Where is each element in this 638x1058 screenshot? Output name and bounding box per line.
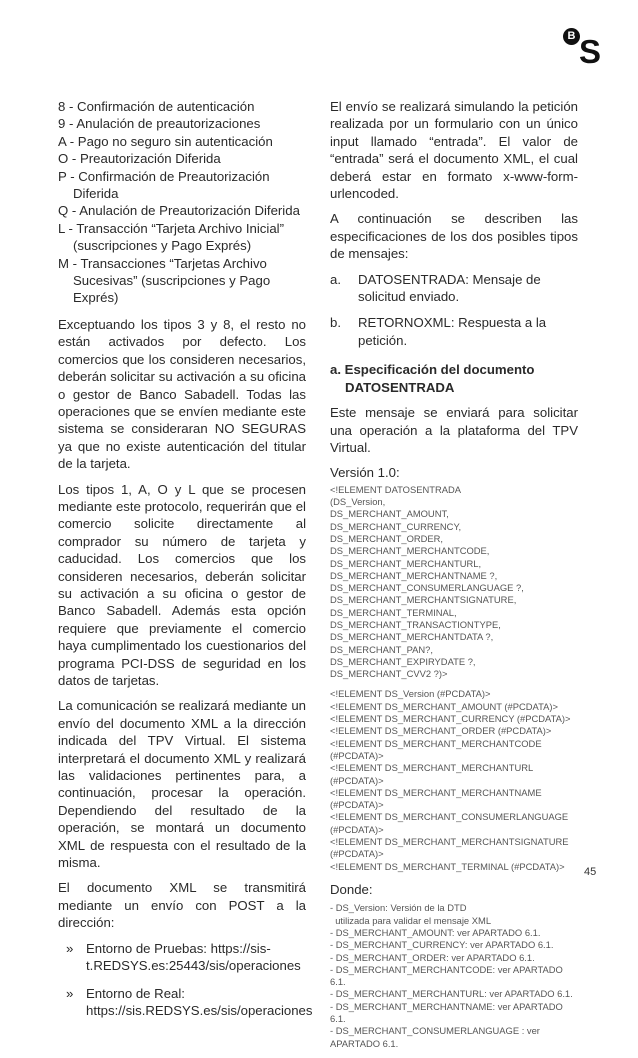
dtd-element-definition: <!ELEMENT DATOSENTRADA (DS_Version, DS_MERCHANT_AMOUNT, DS_MERCHANT_CURRENCY, DS_MERCHANT_ORDER, DS_MERCHANT_MERCHANTCODE, DS_MERCHANT_MERCHANTURL, DS_MERCHANT_MERCHANTNAME ?, DS_MERCHANT_CONSUMERLANGUAGE ?, DS_MERCHANT_MERCHANTSIGNATURE, DS_MERCHANT_TERMINAL, DS_MERCHANT_TRANSACTIONTYPE, DS_MERCHANT_MERCHANTDATA ?, DS_MERCHANT_PAN?, DS_MERCHANT_EXPIRYDATE ?, DS_MERCHANT_CVV2 ?)> bbox=[330, 483, 524, 680]
bank-logo bbox=[563, 28, 609, 68]
list-item: Q - Anulación de Preautorización Diferida bbox=[58, 203, 300, 219]
list-item: A - Pago no seguro sin autenticación bbox=[58, 133, 273, 149]
logo-dot: B bbox=[563, 28, 580, 45]
bullet-mark: » bbox=[66, 985, 74, 1001]
paragraph: El documento XML se transmitirá mediante un envío con POST a la dirección: bbox=[58, 880, 306, 931]
section-heading: a. Especificación del documento DATOSENTRADA bbox=[330, 362, 535, 395]
list-item: O - Preautorización Diferida bbox=[58, 151, 221, 167]
list-item: P - Confirmación de Preautorización Diferida bbox=[58, 168, 270, 202]
left-column bbox=[58, 98, 313, 1029]
list-letter: b. bbox=[330, 315, 341, 331]
paragraph: El envío se realizará simulando la petición realizada por un formulario con un único input llamado “entrada”. El valor de “entrada” será el documento XML, el cual deberá estar en formato x-www-form-urlencoded. bbox=[330, 99, 578, 202]
right-column bbox=[330, 98, 578, 1058]
transaction-type-list bbox=[58, 98, 306, 307]
donde-label: Donde: bbox=[330, 881, 373, 897]
list-item: 8 - Confirmación de autenticación bbox=[58, 99, 255, 114]
endpoint-text: Entorno de Pruebas: https://sis-t.REDSYS.es:25443/sis/operaciones bbox=[86, 940, 301, 974]
page-number: 45 bbox=[584, 866, 597, 878]
logo-letter: S bbox=[579, 33, 602, 70]
field-descriptions: - DS_Version: Versión de la DTD utilizada para validar el mensaje XML - DS_MERCHANT_AMOUNT: ver APARTADO 6.1. - DS_MERCHANT_CURRENCY: ver APARTADO 6.1. - DS_MERCHANT_ORDER: ver APARTADO 6.1. - DS_MERCHANT_MERCHANTCODE: ver APARTADO 6.1. - DS_MERCHANT_MERCHANTURL: ver APARTADO 6.1. - DS_MERCHANT_MERCHANTNAME: ver APARTADO 6.1. - DS_MERCHANT_CONSUMERLANGUAGE : ver APARTADO 6.1. bbox=[330, 902, 573, 1049]
list-item: M - Transacciones “Tarjetas Archivo Sucesivas” (suscripciones y Pago Exprés) bbox=[58, 255, 271, 306]
message-type-list bbox=[330, 271, 578, 350]
endpoint-text: Entorno de Real: https://sis.REDSYS.es/sis/operaciones bbox=[86, 985, 313, 1018]
list-item bbox=[58, 940, 306, 975]
version-label: Versión 1.0: bbox=[330, 465, 400, 481]
endpoint-list bbox=[58, 940, 313, 1020]
list-item bbox=[330, 314, 578, 349]
list-text: DATOSENTRADA: Mensaje de solicitud enviado. bbox=[358, 271, 541, 305]
paragraph: Exceptuando los tipos 3 y 8, el resto no están activados por defecto. Los comercios que los consideren necesarios, deberán solicitar su activación a su oficina o gestor de Banco Sabadell. Todas las operaciones que se envíen mediante este sistema se consideraran NO SEGURAS ya que no existe autenticación del titular de la tarjeta. bbox=[58, 316, 306, 472]
list-item: L - Transacción “Tarjeta Archivo Inicial” (suscripciones y Pago Exprés) bbox=[58, 220, 284, 254]
paragraph: Este mensaje se enviará para solicitar una operación a la plataforma del TPV Virtual. bbox=[330, 405, 578, 455]
list-text: RETORNOXML: Respuesta a la petición. bbox=[358, 315, 547, 348]
list-item bbox=[58, 985, 313, 1020]
list-letter: a. bbox=[330, 271, 341, 287]
bullet-mark: » bbox=[66, 940, 74, 956]
list-item bbox=[330, 271, 578, 306]
dtd-pcdata-definitions: <!ELEMENT DS_Version (#PCDATA)> <!ELEMENT DS_MERCHANT_AMOUNT (#PCDATA)> <!ELEMENT DS_MERCHANT_CURRENCY (#PCDATA)> <!ELEMENT DS_MERCHANT_ORDER (#PCDATA)> <!ELEMENT DS_MERCHANT_MERCHANTCODE (#PCDATA)> <!ELEMENT DS_MERCHANT_MERCHANTURL (#PCDATA)> <!ELEMENT DS_MERCHANT_MERCHANTNAME (#PCDATA)> <!ELEMENT DS_MERCHANT_CONSUMERLANGUAGE (#PCDATA)> <!ELEMENT DS_MERCHANT_MERCHANTSIGNATURE (#PCDATA)> <!ELEMENT DS_MERCHANT_TERMINAL (#PCDATA)> bbox=[330, 688, 571, 872]
paragraph: La comunicación se realizará mediante un envío del documento XML a la dirección indicada del TPV Virtual. El sistema interpretará el documento XML y realizará las validaciones pertinentes para, a continuación, procesar la operación. Dependiendo del resultado de la operación, se montará un documento XML de respuesta con el resultado de la misma. bbox=[58, 698, 306, 871]
list-item: 9 - Anulación de preautorizaciones bbox=[58, 116, 261, 132]
paragraph: A continuación se describen las especificaciones de los dos posibles tipos de mensajes: bbox=[330, 211, 578, 262]
paragraph: Los tipos 1, A, O y L que se procesen mediante este protocolo, requerirán que el comercio solicite directamente al comprador su número de tarjeta y caducidad. Los comercios que los consideren necesarios, deberán solicitar su activación a su oficina o gestor de Banco Sabadell. Además esta opción requiere que previamente el comercio haya cumplimentado los cuestionarios del programa PCI-DSS de seguridad en los datos de tarjetas. bbox=[58, 481, 306, 688]
